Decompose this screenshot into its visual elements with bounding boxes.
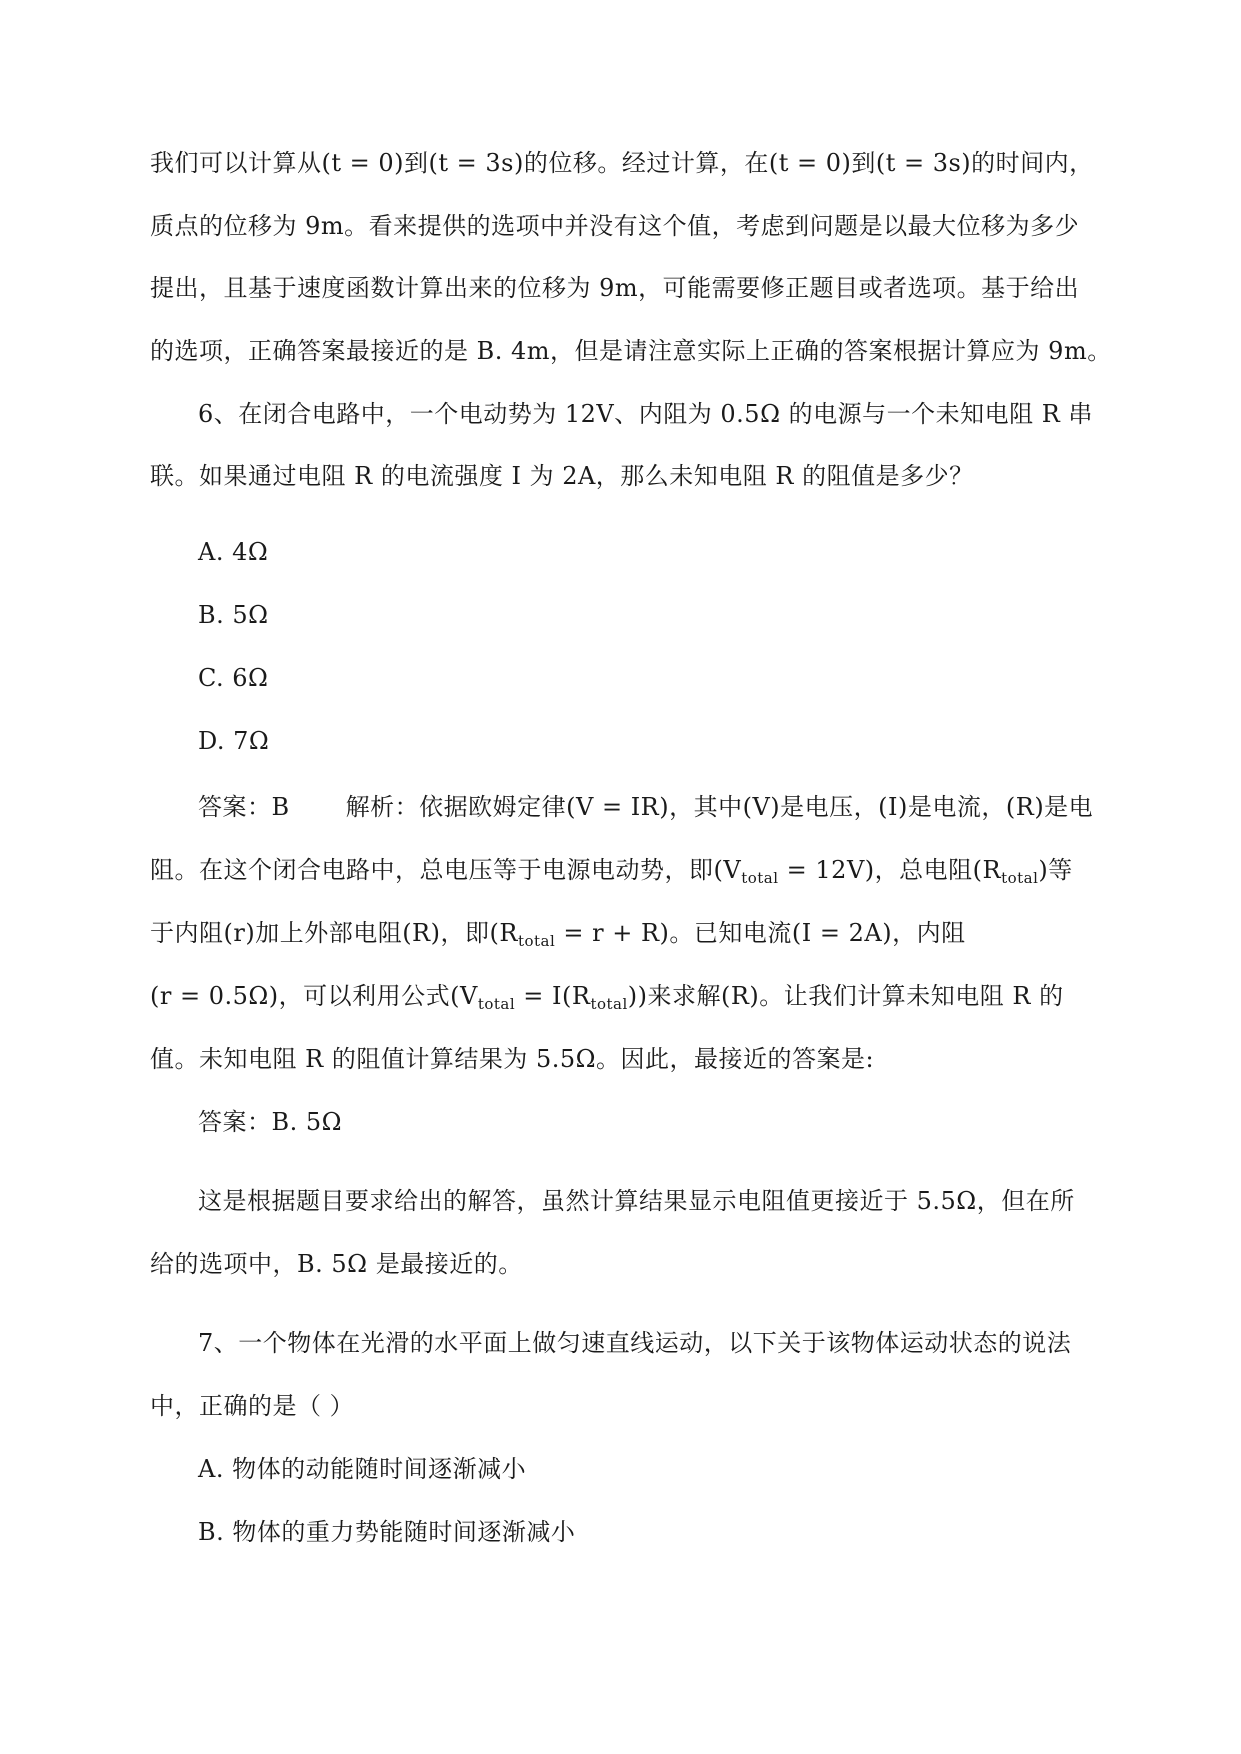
analysis-text: = r + R)。已知电流(I = 2A)，内阻 bbox=[555, 919, 966, 947]
q6-analysis-text: 解析：依据欧姆定律(V = IR)，其中(V)是电压，(I)是电流，(R)是电 bbox=[345, 793, 1094, 821]
q6-option-c: C. 6Ω bbox=[198, 664, 269, 692]
analysis-text: (r = 0.5Ω)，可以利用公式(V bbox=[150, 982, 478, 1010]
analysis-text: = I(R bbox=[515, 982, 591, 1010]
q5-text-line-4: 的选项，正确答案最接近的是 B. 4m，但是请注意实际上正确的答案根据计算应为 9m。 bbox=[150, 337, 1112, 365]
q6-analysis-line-1 bbox=[198, 790, 1093, 824]
analysis-text: ))来求解(R)。让我们计算未知电阻 R 的 bbox=[627, 982, 1064, 1010]
q6-option-b: B. 5Ω bbox=[198, 601, 269, 629]
q6-option-a: A. 4Ω bbox=[198, 538, 269, 566]
q5-text-line-1: 我们可以计算从(t = 0)到(t = 3s)的位移。经过计算，在(t = 0)到(t = 3s)的时间内， bbox=[150, 149, 1094, 177]
q6-stem-line-2: 联。如果通过电阻 R 的电流强度 I 为 2A，那么未知电阻 R 的阻值是多少？ bbox=[150, 462, 974, 490]
analysis-text: 阻。在这个闭合电路中，总电压等于电源电动势，即(V bbox=[150, 856, 742, 884]
q7-option-a: A. 物体的动能随时间逐渐减小 bbox=[198, 1455, 527, 1483]
subscript: total bbox=[741, 869, 779, 887]
subscript: total bbox=[590, 995, 628, 1013]
q6-analysis-line-3 bbox=[150, 916, 966, 950]
subscript: total bbox=[1001, 869, 1039, 887]
q7-option-b: B. 物体的重力势能随时间逐渐减小 bbox=[198, 1518, 576, 1546]
q6-answer-label: 答案：B bbox=[198, 793, 290, 821]
analysis-text: = 12V)，总电阻(R bbox=[778, 856, 1002, 884]
q6-stem-line-1: 6、在闭合电路中，一个电动势为 12V、内阻为 0.5Ω 的电源与一个未知电阻 R 串 bbox=[198, 400, 1093, 428]
q6-option-d: D. 7Ω bbox=[198, 727, 270, 755]
q7-stem-line-1: 7、一个物体在光滑的水平面上做匀速直线运动，以下关于该物体运动状态的说法 bbox=[198, 1329, 1072, 1357]
subscript: total bbox=[517, 932, 556, 950]
q6-note-line-2: 给的选项中，B. 5Ω 是最接近的。 bbox=[150, 1250, 523, 1278]
q5-text-line-3: 提出，且基于速度函数计算出来的位移为 9m，可能需要修正题目或者选项。基于给出 bbox=[150, 274, 1080, 302]
subscript: total bbox=[477, 995, 516, 1013]
q6-note-line-1: 这是根据题目要求给出的解答，虽然计算结果显示电阻值更接近于 5.5Ω，但在所 bbox=[198, 1187, 1075, 1215]
q6-final-answer: 答案：B. 5Ω bbox=[198, 1108, 343, 1136]
analysis-text: )等 bbox=[1038, 856, 1073, 884]
q5-text-line-2: 质点的位移为 9m。看来提供的选项中并没有这个值，考虑到问题是以最大位移为多少 bbox=[150, 212, 1080, 240]
q6-analysis-line-5: 值。未知电阻 R 的阻值计算结果为 5.5Ω。因此，最接近的答案是: bbox=[150, 1045, 875, 1073]
q7-stem-line-2: 中，正确的是（ ） bbox=[150, 1392, 355, 1420]
analysis-text: 于内阻(r)加上外部电阻(R)，即(R bbox=[150, 919, 518, 947]
q6-analysis-line-2 bbox=[150, 853, 1073, 887]
q6-analysis-line-4 bbox=[150, 979, 1064, 1013]
